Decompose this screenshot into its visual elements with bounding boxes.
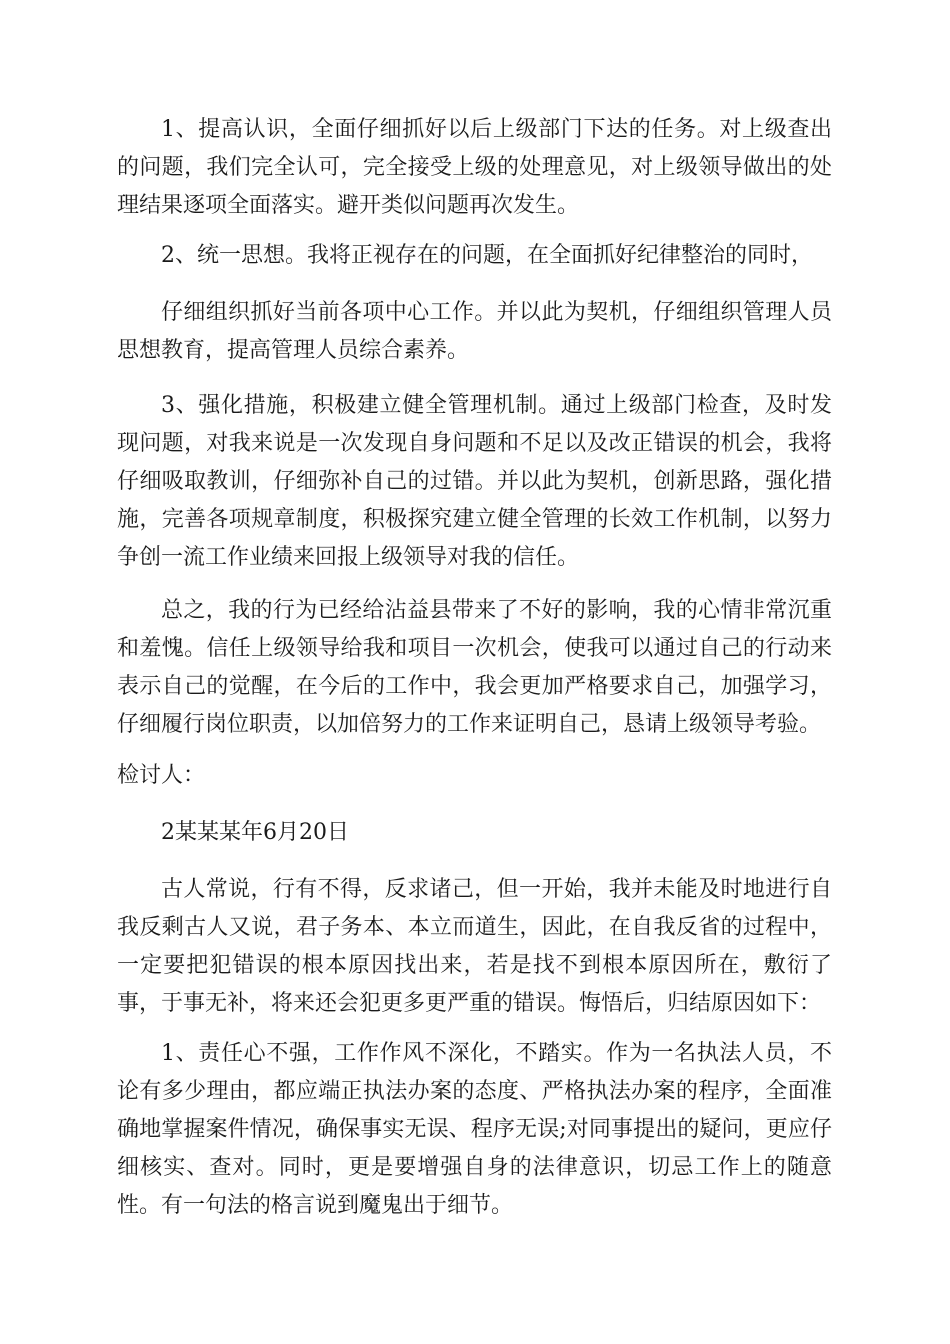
paragraph-4: 3、强化措施，积极建立健全管理机制。通过上级部门检查，及时发现问题，对我来说是一次发现自身问题和不足以及改正错误的机会，我将仔细吸取教训，仔细弥补自己的过错。并以此为契机，创新思路，强化措施，完善各项规章制度，积极探究建立健全管理的长效工作机制，以努力争创一流工作业绩来回报上级领导对我的信任。 xyxy=(117,393,832,570)
paragraph-1: 1、提高认识，全面仔细抓好以后上级部门下达的任务。对上级查出的问题，我们完全认可，完全接受上级的处理意见，对上级领导做出的处理结果逐项全面落实。避开类似问题再次发生。 xyxy=(117,117,832,218)
paragraph-2: 2、统一思想。我将正视存在的问题，在全面抓好纪律整治的同时， xyxy=(161,243,813,268)
paragraph-7: 1、责任心不强，工作作风不深化，不踏实。作为一名执法人员，不论有多少理由，都应端正执法办案的态度、严格执法办案的程序，全面准确地掌握案件情况，确保事实无误、程序无误;对同事提出的疑问，更应仔细核实、查对。同时，更是要增强自身的法律意识，切忌工作上的随意性。有一句法的格言说到魔鬼出于细节。 xyxy=(117,1041,832,1218)
signature-label: 检讨人： xyxy=(117,763,206,788)
date-line: 2某某某年6月20日 xyxy=(161,820,349,845)
paragraph-6: 古人常说，行有不得，反求诸己，但一开始，我并未能及时地进行自我反剩古人又说，君子务本、本立而道生，因此，在自我反省的过程中，一定要把犯错误的根本原因找出来，若是找不到根本原因所在，敷衍了事，于事无补，将来还会犯更多更严重的错误。悔悟后，归结原因如下： xyxy=(117,877,832,1016)
paragraph-3: 仔细组织抓好当前各项中心工作。并以此为契机，仔细组织管理人员思想教育，提高管理人员综合素养。 xyxy=(117,300,832,363)
paragraph-5: 总之，我的行为已经给沾益县带来了不好的影响，我的心情非常沉重和羞愧。信任上级领导给我和项目一次机会，使我可以通过自己的行动来表示自己的觉醒，在今后的工作中，我会更加严格要求自己，加强学习，仔细履行岗位职责，以加倍努力的工作来证明自己，恳请上级领导考验。 xyxy=(117,598,832,737)
